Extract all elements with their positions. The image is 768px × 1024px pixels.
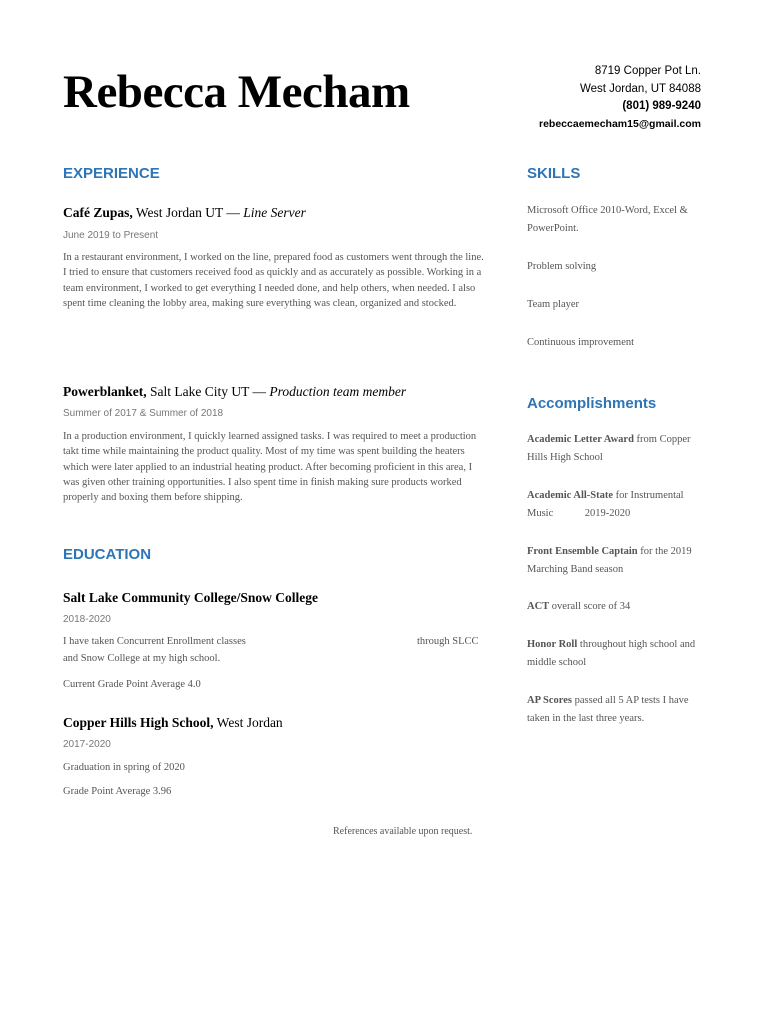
job-location: Salt Lake City UT —: [146, 384, 270, 399]
experience-heading: EXPERIENCE: [63, 165, 160, 182]
contact-block: [539, 63, 701, 133]
address-line-1: 8719 Copper Pot Ln.: [594, 65, 701, 77]
accomplishment-detail: for the 2019 Marching Band season: [527, 546, 692, 575]
resume-name: Rebecca Mecham: [63, 66, 410, 118]
education-heading: EDUCATION: [63, 546, 152, 563]
email-address: rebeccaemecham15@gmail.com: [539, 117, 701, 130]
skills-heading: SKILLS: [527, 165, 581, 182]
address-line-2: West Jordan, UT 84088: [579, 82, 701, 95]
accomplishment-detail: throughout high school and middle school: [527, 639, 696, 668]
accomplishment-item: [527, 598, 699, 616]
skill-item: Microsoft Office 2010-Word, Excel & PowerPoint.: [527, 205, 688, 234]
job-location: West Jordan UT —: [132, 205, 244, 220]
accomplishment-detail: passed all 5 AP tests I have taken in the last three years.: [527, 695, 689, 724]
job-company: Powerblanket,: [63, 384, 147, 399]
accomplishment-item: [527, 487, 699, 522]
job-description-2: In a production environment, I quickly learned assigned tasks. I was required to meet a production takt time while maintaining the product quality. Most of my time was spent building the heaters which were later applied to an industrial heating product. After becoming proficient in this area, I was given other training opportunities. I also spent time in finish making sure products worked properly and boxing them before shipping.: [63, 431, 477, 504]
accomplishment-item: [527, 636, 699, 671]
skill-item: Problem solving: [527, 261, 597, 272]
accomplishment-detail: from Copper Hills High School: [527, 434, 691, 463]
accomplishment-title: Honor Roll: [527, 639, 578, 650]
job-role: Production team member: [269, 384, 407, 399]
accomplishments-heading: Accomplishments: [527, 395, 657, 412]
job-role: Line Server: [243, 205, 306, 220]
job-dates-2: Summer of 2017 & Summer of 2018: [63, 408, 224, 419]
accomplishment-title: Academic Letter Award: [527, 434, 634, 445]
school-title-2: [63, 715, 283, 731]
accomplishment-title: Front Ensemble Captain: [527, 546, 638, 557]
school-2-graduation: Graduation in spring of 2020: [63, 762, 185, 773]
school-name: Copper Hills High School,: [63, 715, 214, 730]
accomplishment-detail: overall score of 34: [549, 601, 631, 612]
school-1-desc-line1-left: I have taken Concurrent Enrollment classes: [63, 636, 246, 647]
accomplishment-item: [527, 431, 699, 466]
phone-number: (801) 989-9240: [622, 100, 701, 112]
school-1-gpa: Current Grade Point Average 4.0: [63, 679, 201, 690]
job-dates-1: June 2019 to Present: [63, 230, 159, 241]
skill-item: Continuous improvement: [527, 337, 635, 348]
accomplishment-title: Academic All-State: [527, 490, 614, 501]
accomplishment-item: [527, 543, 699, 578]
job-company: Café Zupas,: [63, 205, 133, 220]
school-location: West Jordan: [213, 715, 283, 730]
job-title-2: [63, 384, 406, 400]
skill-item: Team player: [527, 299, 580, 310]
school-dates-1: 2018-2020: [63, 614, 111, 625]
school-title-1: [63, 590, 318, 606]
accomplishment-detail: for Instrumental Music 2019-2020: [527, 490, 687, 519]
school-1-desc-line1-right: through SLCC: [417, 636, 479, 647]
references-note: References available upon request.: [333, 826, 473, 837]
school-dates-2: 2017-2020: [63, 739, 111, 750]
accomplishment-title: AP Scores: [527, 695, 573, 706]
school-2-gpa: Grade Point Average 3.96: [63, 786, 172, 797]
school-name: Salt Lake Community College/Snow College: [63, 590, 318, 605]
job-description-1: In a restaurant environment, I worked on the line, prepared food as customers went through the line. I tried to ensure that customers received food as quickly and as accurately as possible. Working in a team environment, I worked to get everything I needed done, and help others, when needed. I also spent time cleaning the lobby area, making sure everything was clean, organized and stocked.: [63, 252, 484, 309]
accomplishment-item: [527, 692, 699, 727]
school-1-desc-line2: and Snow College at my high school.: [63, 653, 221, 664]
accomplishment-title: ACT: [527, 601, 550, 612]
job-title-1: [63, 205, 306, 221]
